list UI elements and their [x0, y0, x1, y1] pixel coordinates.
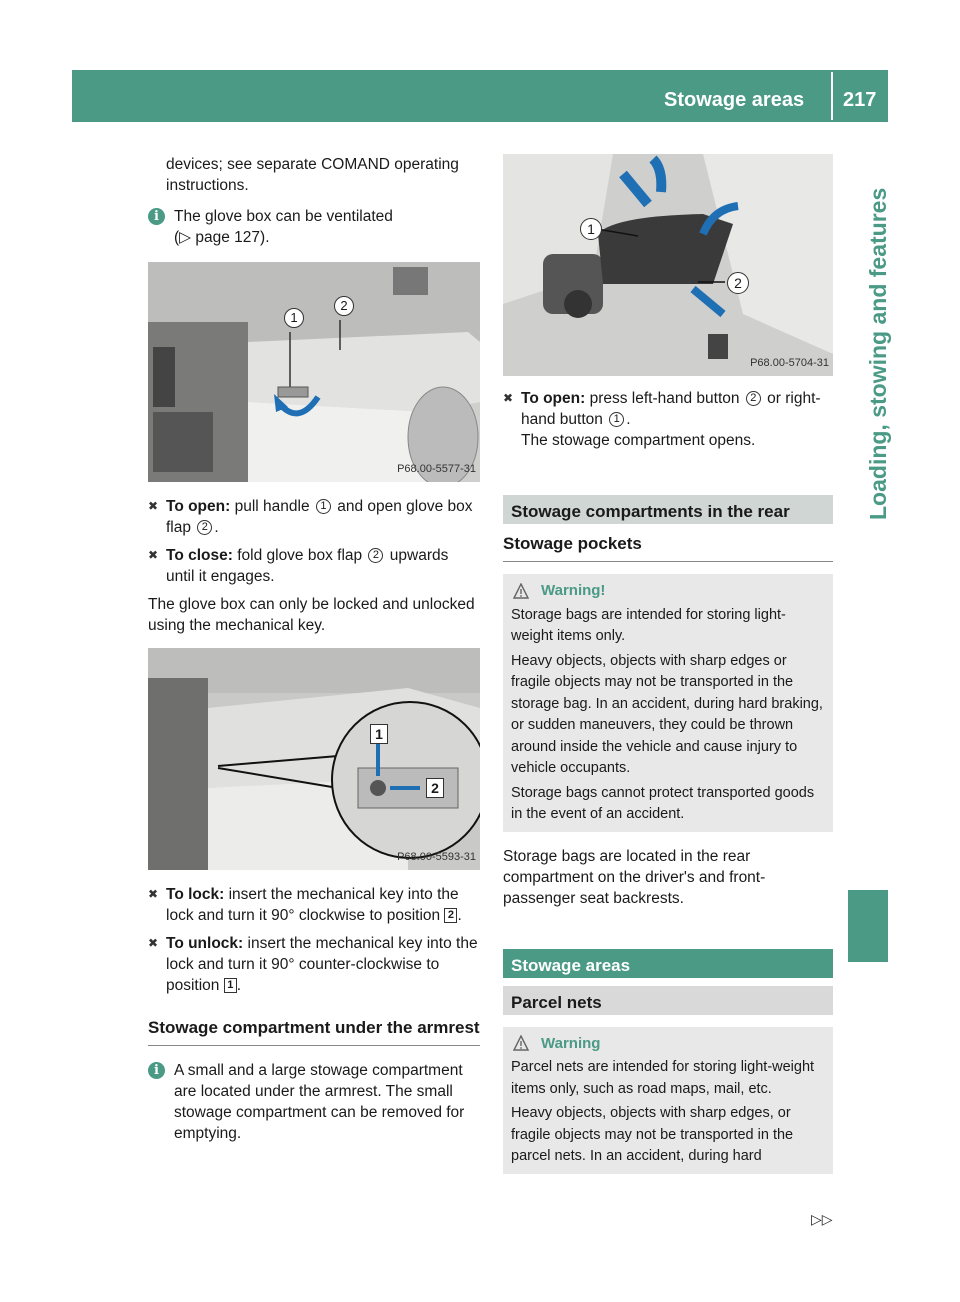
position-ref-2: 2: [444, 908, 457, 923]
lock-note: The glove box can only be locked and unlocked using the mechanical key.: [148, 596, 475, 634]
armrest-illustration: [503, 154, 833, 376]
lock-label: To lock:: [166, 886, 225, 903]
lock-step: ✖ To lock: insert the mechanical key into the lock and turn it 90° clockwise to position 2 .: [148, 886, 462, 924]
ref-2: 2: [368, 548, 383, 563]
warning-title-text: Warning: [541, 1034, 601, 1052]
warning-box-parcel: [503, 1027, 833, 1174]
glovebox-illustration: [148, 262, 480, 482]
warning-text: Parcel nets are intended for storing light-weight items only, such as road maps, mail, etc.: [511, 1059, 815, 1097]
ref-1: 1: [609, 412, 624, 427]
open-text-b: and open glove box flap: [166, 498, 473, 536]
info-glovebox-ref: (▷ page 127).: [174, 229, 270, 246]
step-arrow-icon: ✖: [148, 887, 159, 901]
right-column: [503, 154, 833, 1174]
bags-location: Storage bags are located in the rear compartment on the driver's and front-passenger seat backrests.: [503, 847, 766, 907]
open-text-b: or right-hand button: [521, 390, 821, 428]
figure-code: P68.00-5704-31: [750, 357, 829, 369]
position-ref-1: 1: [224, 978, 237, 993]
step-arrow-icon: ✖: [148, 548, 159, 562]
glovebox-figure: [148, 262, 480, 482]
lock-text: insert the mechanical key into the lock and turn it 90° clockwise to position: [166, 886, 459, 924]
info-armrest: [148, 1060, 480, 1144]
unlock-step: ✖ To unlock: insert the mechanical key into the lock and turn it 90° counter-clockwise to position 1 .: [148, 935, 478, 994]
figure-code: P68.00-5593-31: [397, 851, 476, 863]
pockets-heading: Stowage pockets: [503, 532, 833, 562]
ref-1: 1: [316, 499, 331, 514]
armrest-heading: Stowage compartment under the armrest: [148, 1016, 480, 1046]
open-text-a: pull handle: [234, 498, 310, 515]
unlock-text: insert the mechanical key into the lock and turn it 90° counter-clockwise to position: [166, 935, 478, 994]
band-stowage-areas: Stowage areas: [503, 949, 833, 978]
position-2-label: 2: [426, 778, 444, 798]
info-glovebox: [148, 206, 480, 248]
header-divider: [831, 72, 833, 120]
warning-triangle-icon: [513, 1035, 529, 1051]
chapter-side-tab: Loading, stowing and features: [865, 187, 891, 520]
warning-text: Storage bags are intended for storing light-weight items only.: [511, 606, 786, 644]
open-result: The stowage compartment opens.: [521, 432, 756, 449]
open-step: [148, 496, 480, 538]
step-arrow-icon: ✖: [503, 391, 514, 405]
callout-2: 2: [334, 296, 354, 316]
step-arrow-icon: ✖: [148, 499, 159, 513]
warning-triangle-icon: [513, 583, 529, 599]
open-text-c: .: [626, 411, 631, 428]
warning-title: [511, 1033, 825, 1055]
warning-text: Heavy objects, objects with sharp edges or fragile objects may not be transported in the storage bag. In an accident, during hard braking, or sudden maneuvers, they could be thrown around inside the vehicle and cause injury to vehicle occupants.: [511, 652, 823, 776]
close-text-b: upwards until it engages.: [166, 547, 449, 585]
info-icon: i: [148, 208, 165, 225]
warning-box-storage: [503, 574, 833, 832]
open-text-c: .: [214, 519, 219, 536]
close-step: [148, 545, 480, 587]
unlock-label: To unlock:: [166, 935, 244, 952]
page-section-title: Stowage areas: [664, 89, 805, 111]
open-label: To open:: [166, 498, 231, 515]
ref-2: 2: [746, 391, 761, 406]
open-label: To open:: [521, 390, 586, 407]
band-rear: Stowage compartments in the rear: [503, 495, 833, 524]
lock-figure: [148, 648, 480, 870]
close-label: To close:: [166, 547, 233, 564]
callout-1: 1: [580, 218, 602, 240]
callout-2: 2: [727, 272, 749, 294]
warning-title: [511, 580, 825, 602]
info-armrest-text: A small and a large stowage compartment are located under the armrest. The small stowage compartment can be removed for emptying.: [174, 1062, 465, 1142]
callout-1: 1: [284, 308, 304, 328]
lock-illustration: [148, 648, 480, 870]
open-text-a: press left-hand button: [589, 390, 740, 407]
close-text-a: fold glove box flap: [237, 547, 363, 564]
continue-marker: ▷▷: [811, 1211, 833, 1227]
ref-2: 2: [197, 520, 212, 535]
chapter-marker: [848, 890, 888, 962]
warning-text: Heavy objects, objects with sharp edges, or fragile objects may not be transported in the parcel nets. In an accident, during hard: [511, 1105, 794, 1164]
warning-text: Storage bags cannot protect transported goods in the event of an accident.: [511, 784, 815, 822]
position-1-label: 1: [370, 724, 388, 744]
step-arrow-icon: ✖: [148, 936, 159, 950]
info-glovebox-text: The glove box can be ventilated: [174, 208, 393, 225]
armrest-open-step: [503, 388, 833, 451]
band-parcel-nets: Parcel nets: [503, 986, 833, 1015]
page-number: 217: [843, 89, 877, 111]
armrest-figure: [503, 154, 833, 376]
figure-code: P68.00-5577-31: [397, 463, 476, 475]
info-icon: i: [148, 1062, 165, 1079]
warning-title-text: Warning!: [541, 582, 606, 599]
devices-paragraph: devices; see separate COMAND operating instructions.: [166, 156, 459, 194]
left-column: [148, 154, 480, 1144]
